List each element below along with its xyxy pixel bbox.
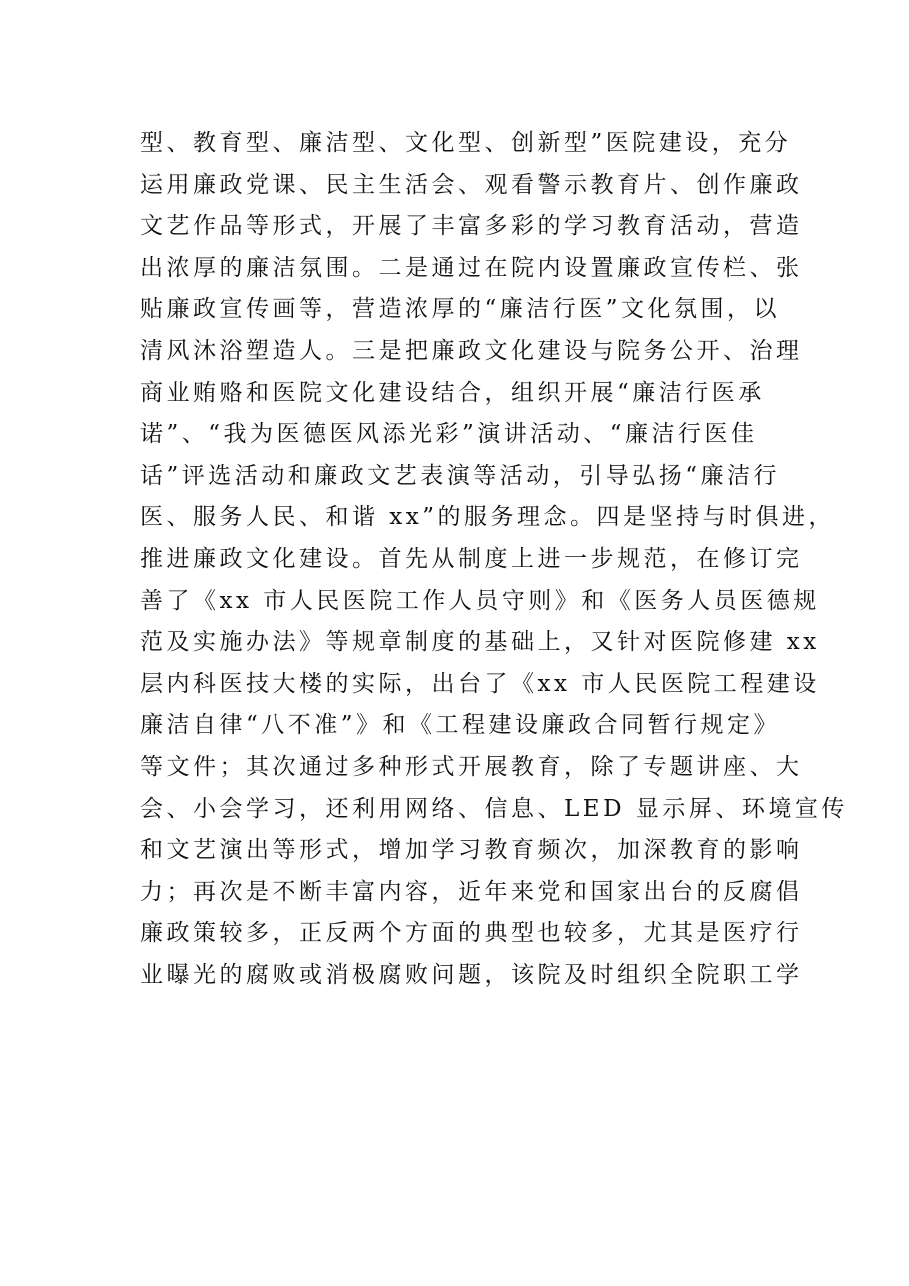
text-line-16: 等文件；其次通过多种形式开展教育，除了专题讲座、大	[140, 753, 803, 780]
text-line-5: 贴廉政宣传画等，营造浓厚的“廉洁行医”文化氛围，以	[140, 296, 781, 323]
text-line-15: 廉洁自律“八不准”》和《工程建设廉政合同暂行规定》	[140, 712, 781, 739]
text-line-13: 范及实施办法》等规章制度的基础上，又针对医院修建 xx	[140, 629, 820, 656]
text-line-1: 型、教育型、廉洁型、文化型、创新型”医院建设，充分	[140, 130, 792, 156]
text-line-6: 清风沐浴塑造人。三是把廉政文化建设与院务公开、治理	[140, 337, 803, 364]
text-line-14: 层内科医技大楼的实际，出台了《xx 市人民医院工程建设	[140, 670, 820, 697]
text-line-8: 诺”、“我为医德医风添光彩”演讲活动、“廉洁行医佳	[140, 421, 758, 448]
text-line-21: 业曝光的腐败或消极腐败问题，该院及时组织全院职工学	[140, 961, 803, 988]
text-line-18: 和文艺演出等形式，增加学习教育频次，加深教育的影响	[140, 837, 803, 864]
body-paragraph	[140, 123, 848, 996]
text-line-20: 廉政策较多，正反两个方面的典型也较多，尤其是医疗行	[140, 920, 803, 947]
text-line-2: 运用廉政党课、民主生活会、观看警示教育片、创作廉政	[140, 171, 803, 198]
text-line-17: 会、小会学习，还利用网络、信息、LED 显示屏、环境宣传	[140, 795, 848, 822]
text-line-4: 出浓厚的廉洁氛围。二是通过在院内设置廉政宣传栏、张	[140, 254, 803, 281]
text-line-11: 推进廉政文化建设。首先从制度上进一步规范，在修订完	[140, 545, 803, 572]
text-line-7: 商业贿赂和医院文化建设结合，组织开展“廉洁行医承	[140, 379, 765, 406]
text-line-19: 力；再次是不断丰富内容，近年来党和国家出台的反腐倡	[140, 878, 803, 905]
text-line-3: 文艺作品等形式，开展了丰富多彩的学习教育活动，营造	[140, 213, 803, 240]
text-line-10: 医、服务人民、和谐 xx”的服务理念。四是坚持与时俱进，	[140, 504, 836, 531]
text-line-9: 话”评选活动和廉政文艺表演等活动，引导弘扬“廉洁行	[140, 462, 781, 489]
text-line-12: 善了《xx 市人民医院工作人员守则》和《医务人员医德规	[140, 587, 820, 614]
